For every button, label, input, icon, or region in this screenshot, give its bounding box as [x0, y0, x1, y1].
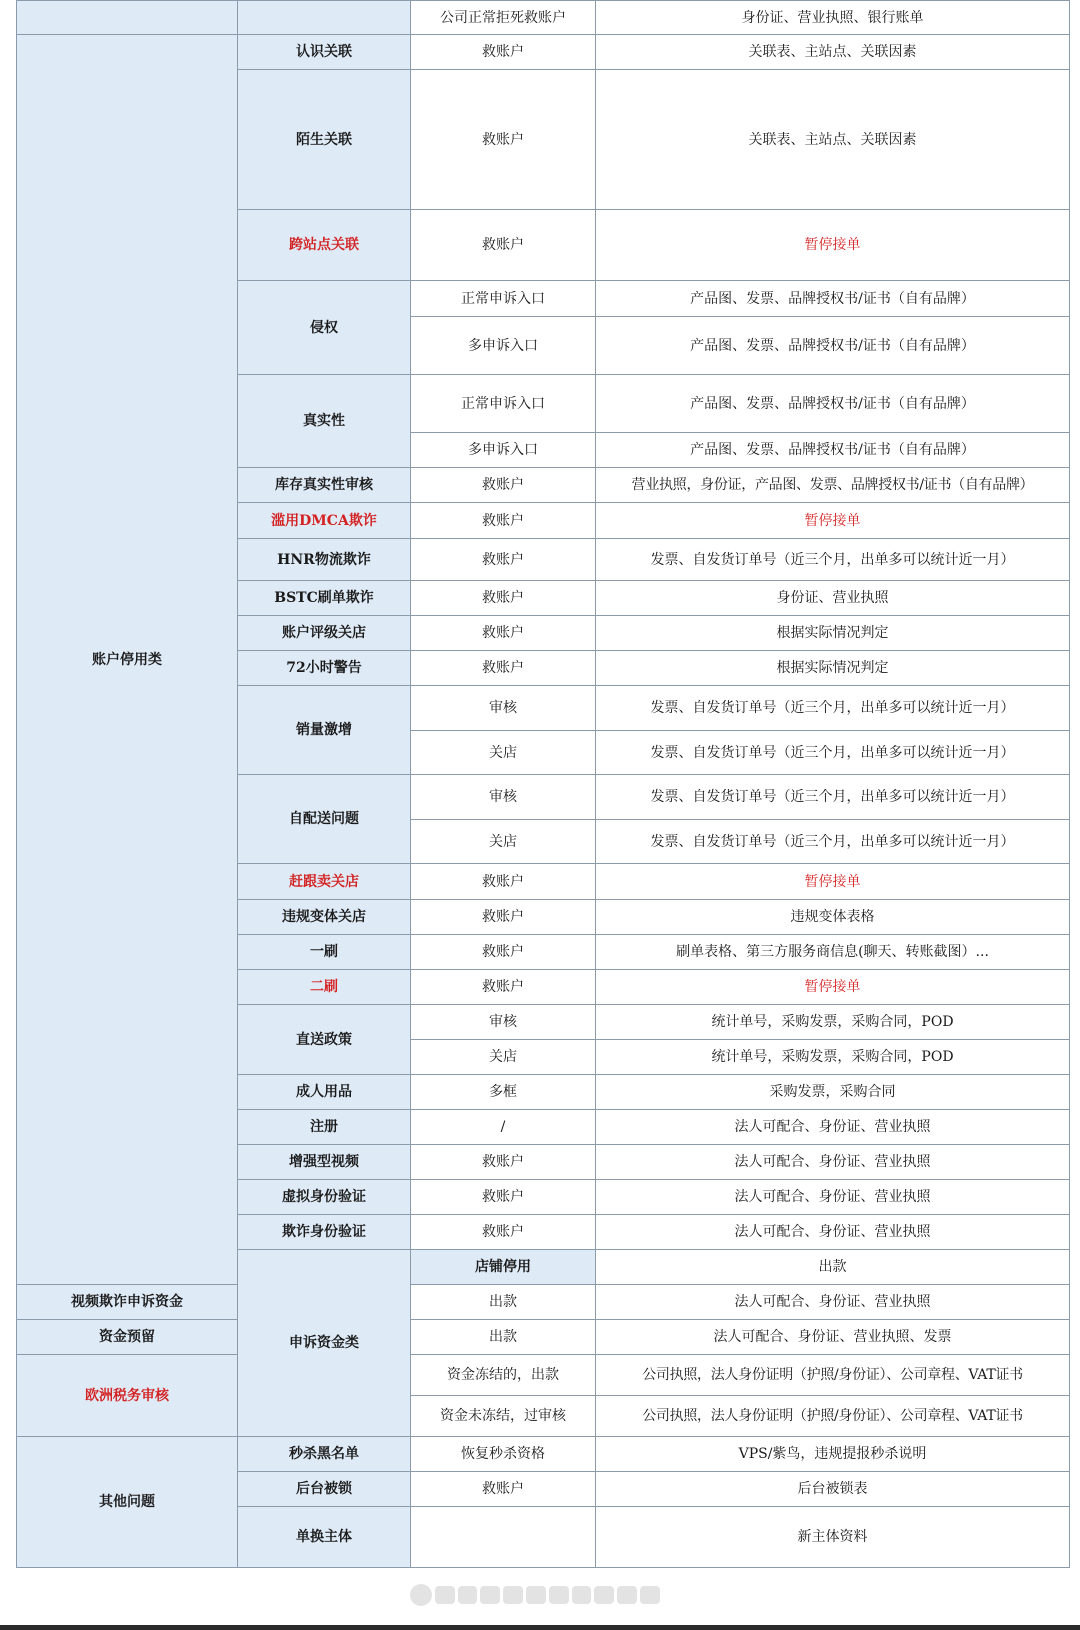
- docs-cell: 法人可配合、身份证、营业执照: [596, 1285, 1070, 1320]
- item-cell: 二刷: [238, 970, 411, 1005]
- docs-cell: 发票、自发货订单号（近三个月，出单多可以统计近一月）: [596, 820, 1070, 864]
- sub-cell: 资金未冻结，过审核: [411, 1396, 596, 1437]
- sub-cell: 救账户: [411, 651, 596, 686]
- docs-cell: 暂停接单: [596, 864, 1070, 900]
- category-cell: 账户停用类: [17, 35, 238, 1285]
- item-cell: 库存真实性审核: [238, 468, 411, 503]
- category-cell: 申诉资金类: [238, 1250, 411, 1437]
- docs-cell: VPS/紫鸟，违规提报秒杀说明: [596, 1437, 1070, 1472]
- sub-cell: 多框: [411, 1075, 596, 1110]
- docs-cell: 新主体资料: [596, 1507, 1070, 1568]
- sub-cell: 救账户: [411, 581, 596, 616]
- table-row: [17, 1320, 1070, 1355]
- docs-cell: 违规变体表格: [596, 900, 1070, 935]
- docs-cell: 后台被锁表: [596, 1472, 1070, 1507]
- item-cell: 店铺停用: [411, 1250, 596, 1285]
- docs-cell: 公司执照，法人身份证明（护照/身份证）、公司章程、VAT证书: [596, 1355, 1070, 1396]
- sub-cell: 公司正常拒死救账户: [411, 1, 596, 35]
- sub-cell: 关店: [411, 731, 596, 775]
- docs-cell: 公司执照，法人身份证明（护照/身份证）、公司章程、VAT证书: [596, 1396, 1070, 1437]
- sub-cell: 救账户: [411, 210, 596, 281]
- sub-cell: 正常申诉入口: [411, 281, 596, 317]
- docs-cell: 身份证、营业执照、银行账单: [596, 1, 1070, 35]
- sub-cell: 恢复秒杀资格: [411, 1437, 596, 1472]
- item-cell: 欧洲税务审核: [17, 1355, 238, 1437]
- sub-cell: 出款: [411, 1320, 596, 1355]
- docs-cell: 法人可配合、身份证、营业执照: [596, 1180, 1070, 1215]
- docs-cell: 发票、自发货订单号（近三个月，出单多可以统计近一月）: [596, 539, 1070, 581]
- table-row: [17, 1285, 1070, 1320]
- item-cell: 秒杀黑名单: [238, 1437, 411, 1472]
- item-cell: 视频欺诈申诉资金: [17, 1285, 238, 1320]
- sub-cell: 审核: [411, 1005, 596, 1040]
- sub-cell: 资金冻结的，出款: [411, 1355, 596, 1396]
- docs-cell: 采购发票，采购合同: [596, 1075, 1070, 1110]
- bottom-edge: [0, 1625, 1080, 1630]
- docs-cell: 身份证、营业执照: [596, 581, 1070, 616]
- docs-cell: 根据实际情况判定: [596, 651, 1070, 686]
- item-cell: 真实性: [238, 375, 411, 468]
- docs-cell: 暂停接单: [596, 503, 1070, 539]
- docs-cell: 产品图、发票、品牌授权书/证书（自有品牌）: [596, 281, 1070, 317]
- item-cell: 滥用DMCA欺诈: [238, 503, 411, 539]
- item-cell: 增强型视频: [238, 1145, 411, 1180]
- docs-cell: 关联表、主站点、关联因素: [596, 35, 1070, 70]
- item-cell: 销量激增: [238, 686, 411, 775]
- sub-cell: 救账户: [411, 468, 596, 503]
- sub-cell: 救账户: [411, 503, 596, 539]
- sub-cell: 关店: [411, 1040, 596, 1075]
- sub-cell: 出款: [411, 1285, 596, 1320]
- docs-cell: 关联表、主站点、关联因素: [596, 70, 1070, 210]
- docs-cell: 刷单表格、第三方服务商信息(聊天、转账截图）...: [596, 935, 1070, 970]
- docs-cell: 统计单号，采购发票，采购合同，POD: [596, 1040, 1070, 1075]
- sub-cell: 救账户: [411, 35, 596, 70]
- sub-cell: 救账户: [411, 616, 596, 651]
- category-cell: 其他问题: [17, 1437, 238, 1568]
- watermark: [410, 1578, 660, 1612]
- item-cell: 72小时警告: [238, 651, 411, 686]
- sub-cell: 救账户: [411, 1145, 596, 1180]
- docs-cell: 发票、自发货订单号（近三个月，出单多可以统计近一月）: [596, 775, 1070, 820]
- docs-cell: 法人可配合、身份证、营业执照: [596, 1110, 1070, 1145]
- item-cell: 直送政策: [238, 1005, 411, 1075]
- item-cell: 后台被锁: [238, 1472, 411, 1507]
- docs-cell: 产品图、发票、品牌授权书/证书（自有品牌）: [596, 375, 1070, 433]
- docs-cell: 发票、自发货订单号（近三个月，出单多可以统计近一月）: [596, 731, 1070, 775]
- sub-cell: 审核: [411, 775, 596, 820]
- item-cell: 违规变体关店: [238, 900, 411, 935]
- docs-cell: 暂停接单: [596, 970, 1070, 1005]
- category-cell: [17, 1, 238, 35]
- docs-cell: 暂停接单: [596, 210, 1070, 281]
- sub-cell: 正常申诉入口: [411, 375, 596, 433]
- item-cell: [238, 1, 411, 35]
- docs-cell: 产品图、发票、品牌授权书/证书（自有品牌）: [596, 433, 1070, 468]
- sub-cell: /: [411, 1110, 596, 1145]
- item-cell: HNR物流欺诈: [238, 539, 411, 581]
- sub-cell: 多申诉入口: [411, 317, 596, 375]
- sub-cell: 救账户: [411, 1472, 596, 1507]
- item-cell: 成人用品: [238, 1075, 411, 1110]
- item-cell: 一刷: [238, 935, 411, 970]
- table-row: [17, 1, 1070, 35]
- sub-cell: 多申诉入口: [411, 433, 596, 468]
- sub-cell: 救账户: [411, 70, 596, 210]
- sub-cell: 出款: [596, 1250, 1070, 1285]
- appeal-table: [16, 0, 1070, 1568]
- docs-cell: 产品图、发票、品牌授权书/证书（自有品牌）: [596, 317, 1070, 375]
- docs-cell: 发票、自发货订单号（近三个月，出单多可以统计近一月）: [596, 686, 1070, 731]
- sub-cell: 救账户: [411, 1180, 596, 1215]
- item-cell: 欺诈身份验证: [238, 1215, 411, 1250]
- item-cell: 单换主体: [238, 1507, 411, 1568]
- docs-cell: 法人可配合、身份证、营业执照: [596, 1145, 1070, 1180]
- item-cell: 跨站点关联: [238, 210, 411, 281]
- item-cell: 陌生关联: [238, 70, 411, 210]
- item-cell: 赶跟卖关店: [238, 864, 411, 900]
- item-cell: 虚拟身份验证: [238, 1180, 411, 1215]
- docs-cell: 法人可配合、身份证、营业执照: [596, 1215, 1070, 1250]
- sub-cell: [411, 1507, 596, 1568]
- docs-cell: 统计单号，采购发票，采购合同，POD: [596, 1005, 1070, 1040]
- sub-cell: 救账户: [411, 970, 596, 1005]
- item-cell: 资金预留: [17, 1320, 238, 1355]
- item-cell: 自配送问题: [238, 775, 411, 864]
- docs-cell: 根据实际情况判定: [596, 616, 1070, 651]
- table-row: [17, 1355, 1070, 1396]
- sub-cell: 救账户: [411, 864, 596, 900]
- sub-cell: 救账户: [411, 539, 596, 581]
- item-cell: 注册: [238, 1110, 411, 1145]
- sub-cell: 审核: [411, 686, 596, 731]
- table-row: [17, 35, 1070, 70]
- sub-cell: 救账户: [411, 935, 596, 970]
- sub-cell: 救账户: [411, 1215, 596, 1250]
- item-cell: 侵权: [238, 281, 411, 375]
- sub-cell: 救账户: [411, 900, 596, 935]
- item-cell: BSTC刷单欺诈: [238, 581, 411, 616]
- docs-cell: 法人可配合、身份证、营业执照、发票: [596, 1320, 1070, 1355]
- docs-cell: 营业执照，身份证，产品图、发票、品牌授权书/证书（自有品牌）: [596, 468, 1070, 503]
- sub-cell: 关店: [411, 820, 596, 864]
- item-cell: 认识关联: [238, 35, 411, 70]
- item-cell: 账户评级关店: [238, 616, 411, 651]
- table-row: [17, 1437, 1070, 1472]
